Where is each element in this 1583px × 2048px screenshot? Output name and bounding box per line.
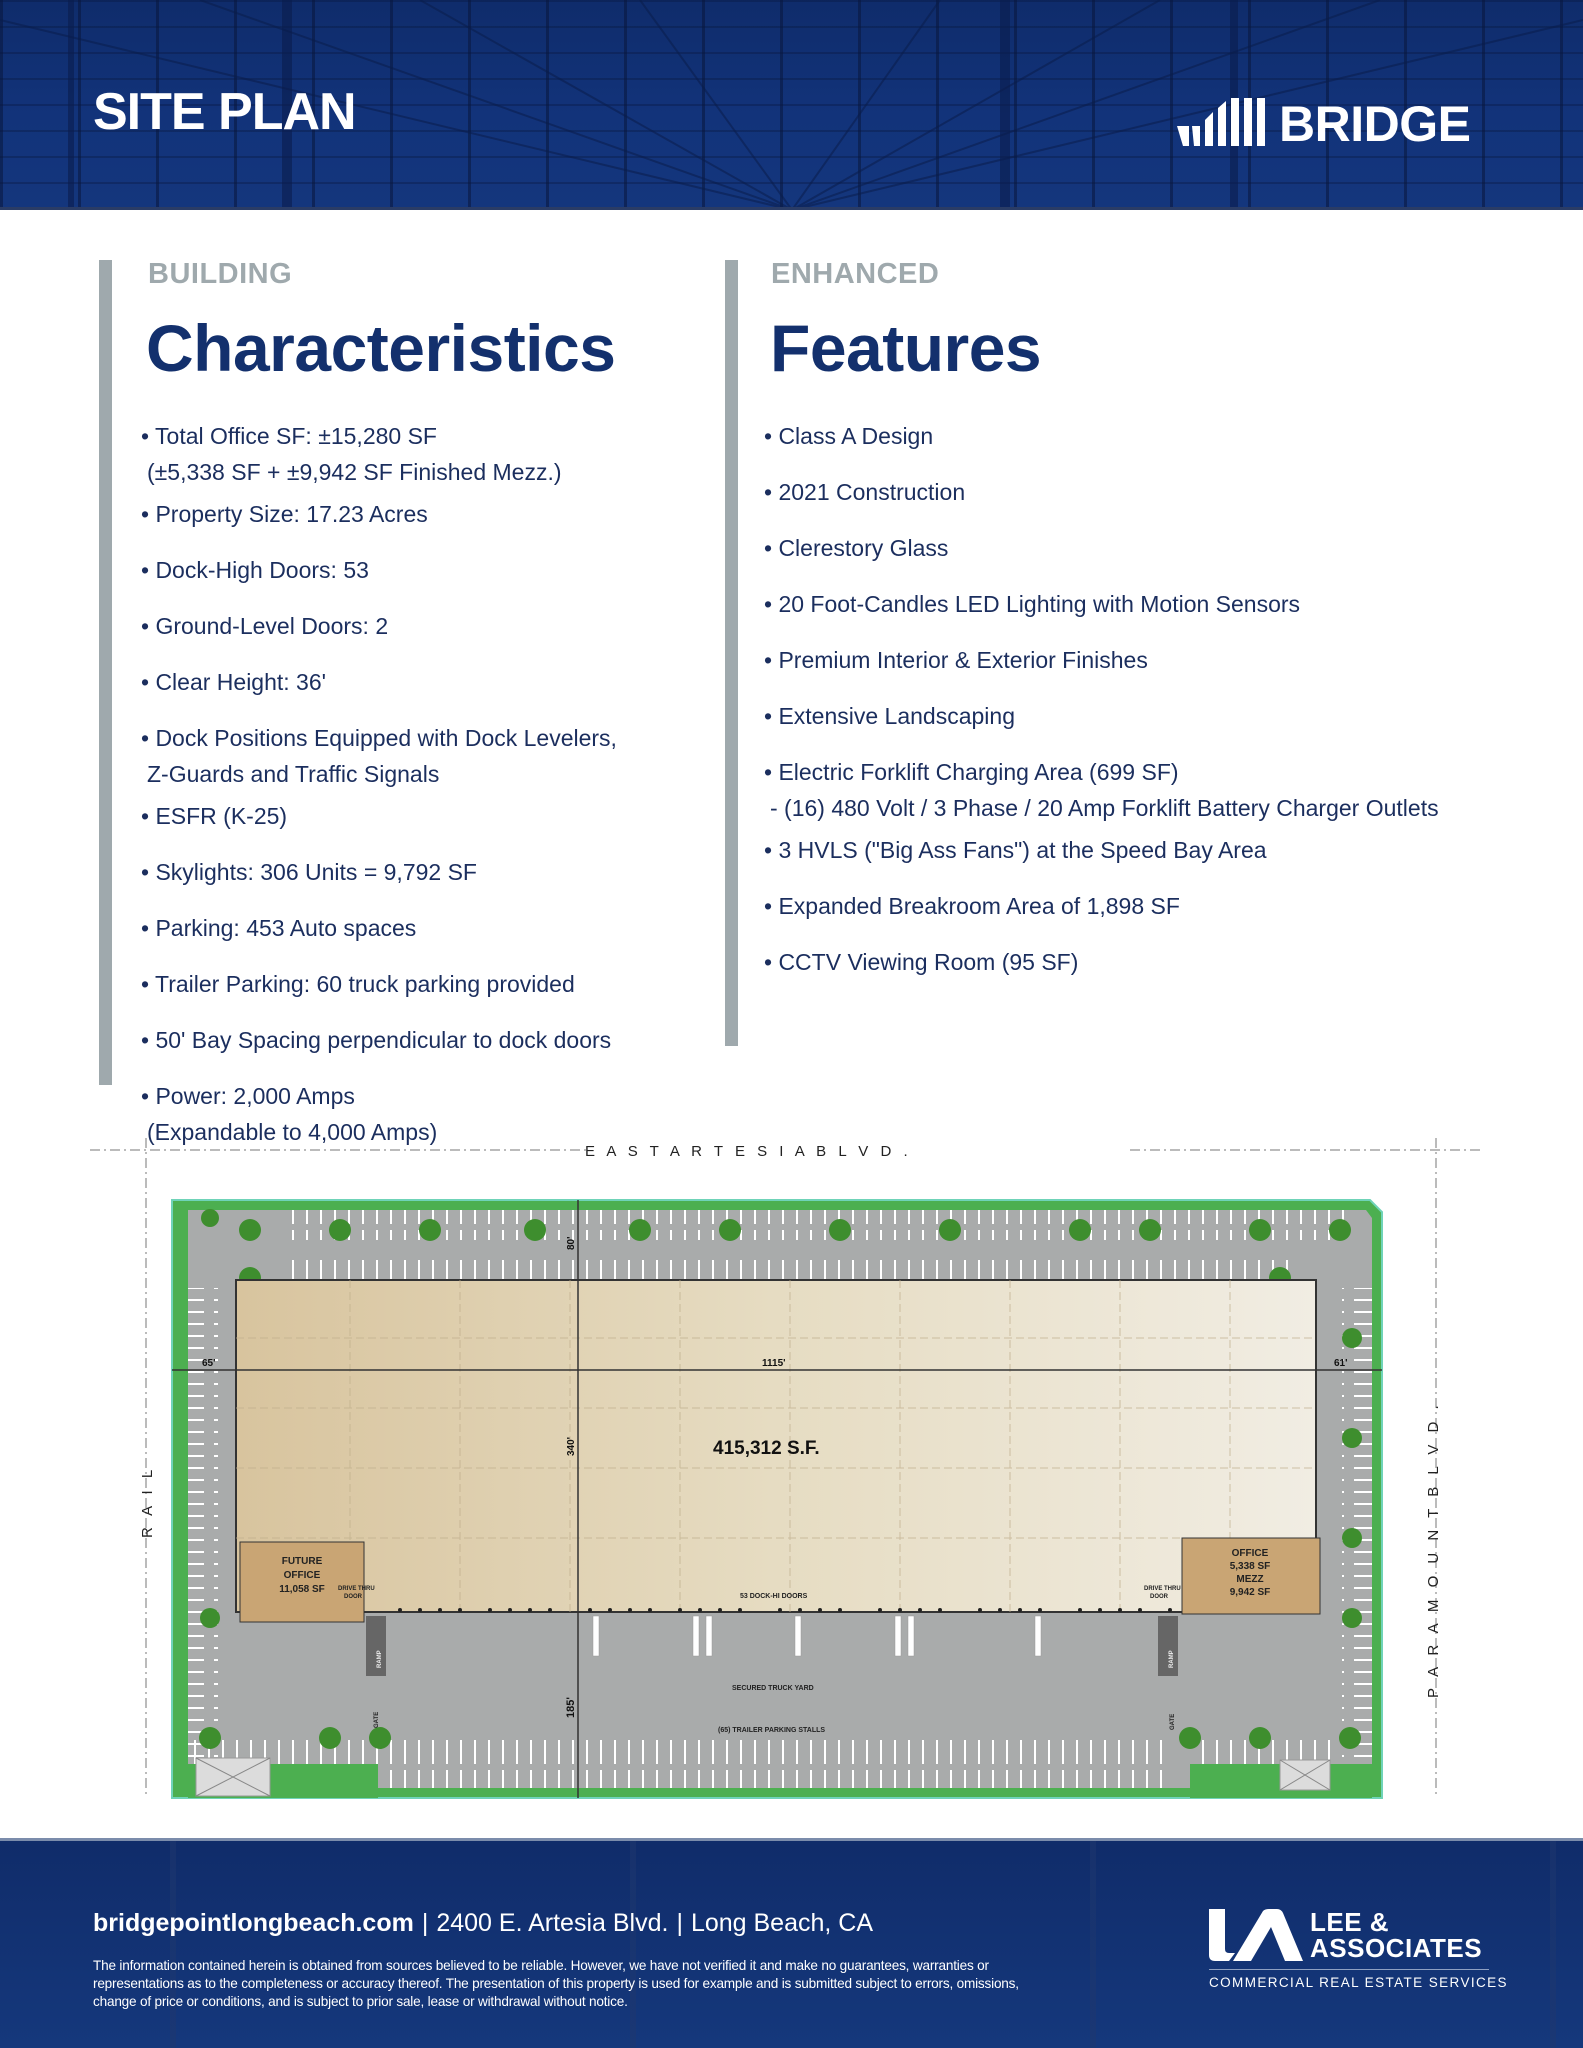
svg-text:65': 65'	[202, 1358, 216, 1369]
list-item: • Trailer Parking: 60 truck parking provided	[141, 971, 575, 997]
svg-text:(65) TRAILER PARKING STALLS: (65) TRAILER PARKING STALLS	[718, 1727, 826, 1734]
building-eyebrow: BUILDING	[148, 258, 293, 290]
list-item: • Expanded Breakroom Area of 1,898 SF	[764, 893, 1180, 919]
divider	[1209, 1969, 1489, 1970]
list-item: • Extensive Landscaping	[764, 703, 1015, 729]
list-item: • 20 Foot-Candles LED Lighting with Motion Sensors	[764, 591, 1301, 617]
lee-associates-mark-icon	[1205, 1907, 1305, 1963]
list-item: • Skylights: 306 Units = 9,792 SF	[141, 859, 477, 885]
disclaimer-text: The information contained herein is obtained from sources believed to be reliable. However, we have not verified it and make no guarantees, warranties or representations as to the completeness or accuracy thereof. The presentation of this property is used for example and is submitted subject to errors, omissions, change of price or conditions, and is subject to prior sale, lease or withdrawal without notice.	[93, 1958, 1019, 2009]
footer-banner	[0, 1838, 1583, 2048]
svg-text:DRIVE THRU: DRIVE THRU	[338, 1586, 375, 1592]
svg-text:61': 61'	[1334, 1358, 1348, 1369]
list-item: • ESFR (K-25)	[141, 803, 288, 829]
svg-text:SECURED TRUCK YARD: SECURED TRUCK YARD	[732, 1685, 814, 1692]
svg-text:OFFICE: OFFICE	[283, 1570, 321, 1581]
svg-text:OFFICE: OFFICE	[1231, 1548, 1269, 1559]
list-item: • Property Size: 17.23 Acres	[141, 501, 428, 527]
features-heading: Features	[770, 311, 1042, 385]
list-item: • Ground-Level Doors: 2	[141, 613, 389, 639]
list-item: • 2021 Construction	[764, 479, 966, 505]
svg-text:11,058 SF: 11,058 SF	[279, 1584, 325, 1595]
building-accent-bar	[99, 260, 112, 1085]
svg-text:DOOR: DOOR	[1150, 1594, 1168, 1600]
svg-text:MEZZ: MEZZ	[1236, 1574, 1264, 1585]
bridge-logo	[1175, 88, 1471, 152]
svg-text:GATE: GATE	[374, 1711, 380, 1728]
features-accent-bar	[725, 260, 738, 1046]
list-item: • Class A Design	[764, 423, 934, 449]
street-label-north: E A S T A R T E S I A B L V D .	[585, 1143, 912, 1160]
svg-text:185': 185'	[565, 1697, 577, 1718]
address: 2400 E. Artesia Blvd.	[436, 1909, 669, 1937]
svg-text:DOOR: DOOR	[344, 1594, 362, 1600]
svg-text:340': 340'	[566, 1436, 577, 1456]
page-title: SITE PLAN	[93, 83, 356, 141]
street-label-east: P A R A M O U N T B L V D .	[1425, 1401, 1442, 1698]
svg-text:1115': 1115'	[762, 1358, 786, 1369]
list-item: • CCTV Viewing Room (95 SF)	[764, 949, 1079, 975]
list-item: • Power: 2,000 Amps (Expandable to 4,000 Amps)	[141, 1083, 438, 1145]
building-area-label: 415,312 S.F.	[713, 1438, 820, 1459]
city: Long Beach, CA	[690, 1909, 874, 1937]
company-tagline: COMMERCIAL REAL ESTATE SERVICES	[1209, 1975, 1508, 1990]
list-item: • Clerestory Glass	[764, 535, 949, 561]
list-item: • Dock-High Doors: 53	[141, 557, 369, 583]
list-item: • Electric Forklift Charging Area (699 SF) - (16) 480 Volt / 3 Phase / 20 Amp Forklift Battery Charger Outlets	[764, 759, 1439, 821]
site-plan-diagram	[90, 1138, 1490, 1808]
list-item: • Clear Height: 36'	[141, 669, 327, 695]
list-item: • Parking: 453 Auto spaces	[141, 915, 417, 941]
building-heading: Characteristics	[146, 311, 616, 385]
street-label-west: R A I L	[139, 1465, 156, 1538]
svg-text:DRIVE THRU: DRIVE THRU	[1144, 1586, 1181, 1592]
list-item: • 3 HVLS ("Big Ass Fans") at the Speed Bay Area	[764, 837, 1267, 863]
svg-text:80': 80'	[566, 1236, 577, 1250]
lee-associates-logo: LEE & ASSOCIATES COMMERCIAL REAL ESTATE SERVICES	[1205, 1907, 1490, 1987]
svg-text:5,338 SF: 5,338 SF	[1229, 1561, 1271, 1572]
svg-text:FUTURE: FUTURE	[281, 1556, 323, 1567]
list-item: • 50' Bay Spacing perpendicular to dock doors	[141, 1027, 612, 1053]
bridge-bars-icon	[1175, 88, 1275, 148]
svg-text:9,942 SF: 9,942 SF	[1229, 1587, 1271, 1598]
brand-name: BRIDGE	[1279, 96, 1471, 152]
contact-line: bridgepointlongbeach.com | 2400 E. Artesia Blvd. | Long Beach, CA	[93, 1909, 874, 1937]
header-banner	[0, 0, 1583, 210]
future-office-block	[240, 1542, 364, 1622]
svg-text:RAMP: RAMP	[377, 1650, 383, 1668]
features-eyebrow: ENHANCED	[771, 258, 940, 290]
svg-text:RAMP: RAMP	[1169, 1650, 1175, 1668]
building-characteristics-list	[141, 418, 617, 1150]
website-link[interactable]: bridgepointlongbeach.com	[93, 1909, 414, 1937]
svg-text:53 DOCK-HI DOORS: 53 DOCK-HI DOORS	[740, 1593, 808, 1600]
list-item: • Dock Positions Equipped with Dock Levelers, Z-Guards and Traffic Signals	[141, 725, 617, 787]
list-item: • Premium Interior & Exterior Finishes	[764, 647, 1148, 673]
svg-text:GATE: GATE	[1170, 1713, 1176, 1730]
enhanced-features-list	[764, 418, 1439, 980]
list-item: • Total Office SF: ±15,280 SF (±5,338 SF + ±9,942 SF Finished Mezz.)	[141, 423, 562, 485]
